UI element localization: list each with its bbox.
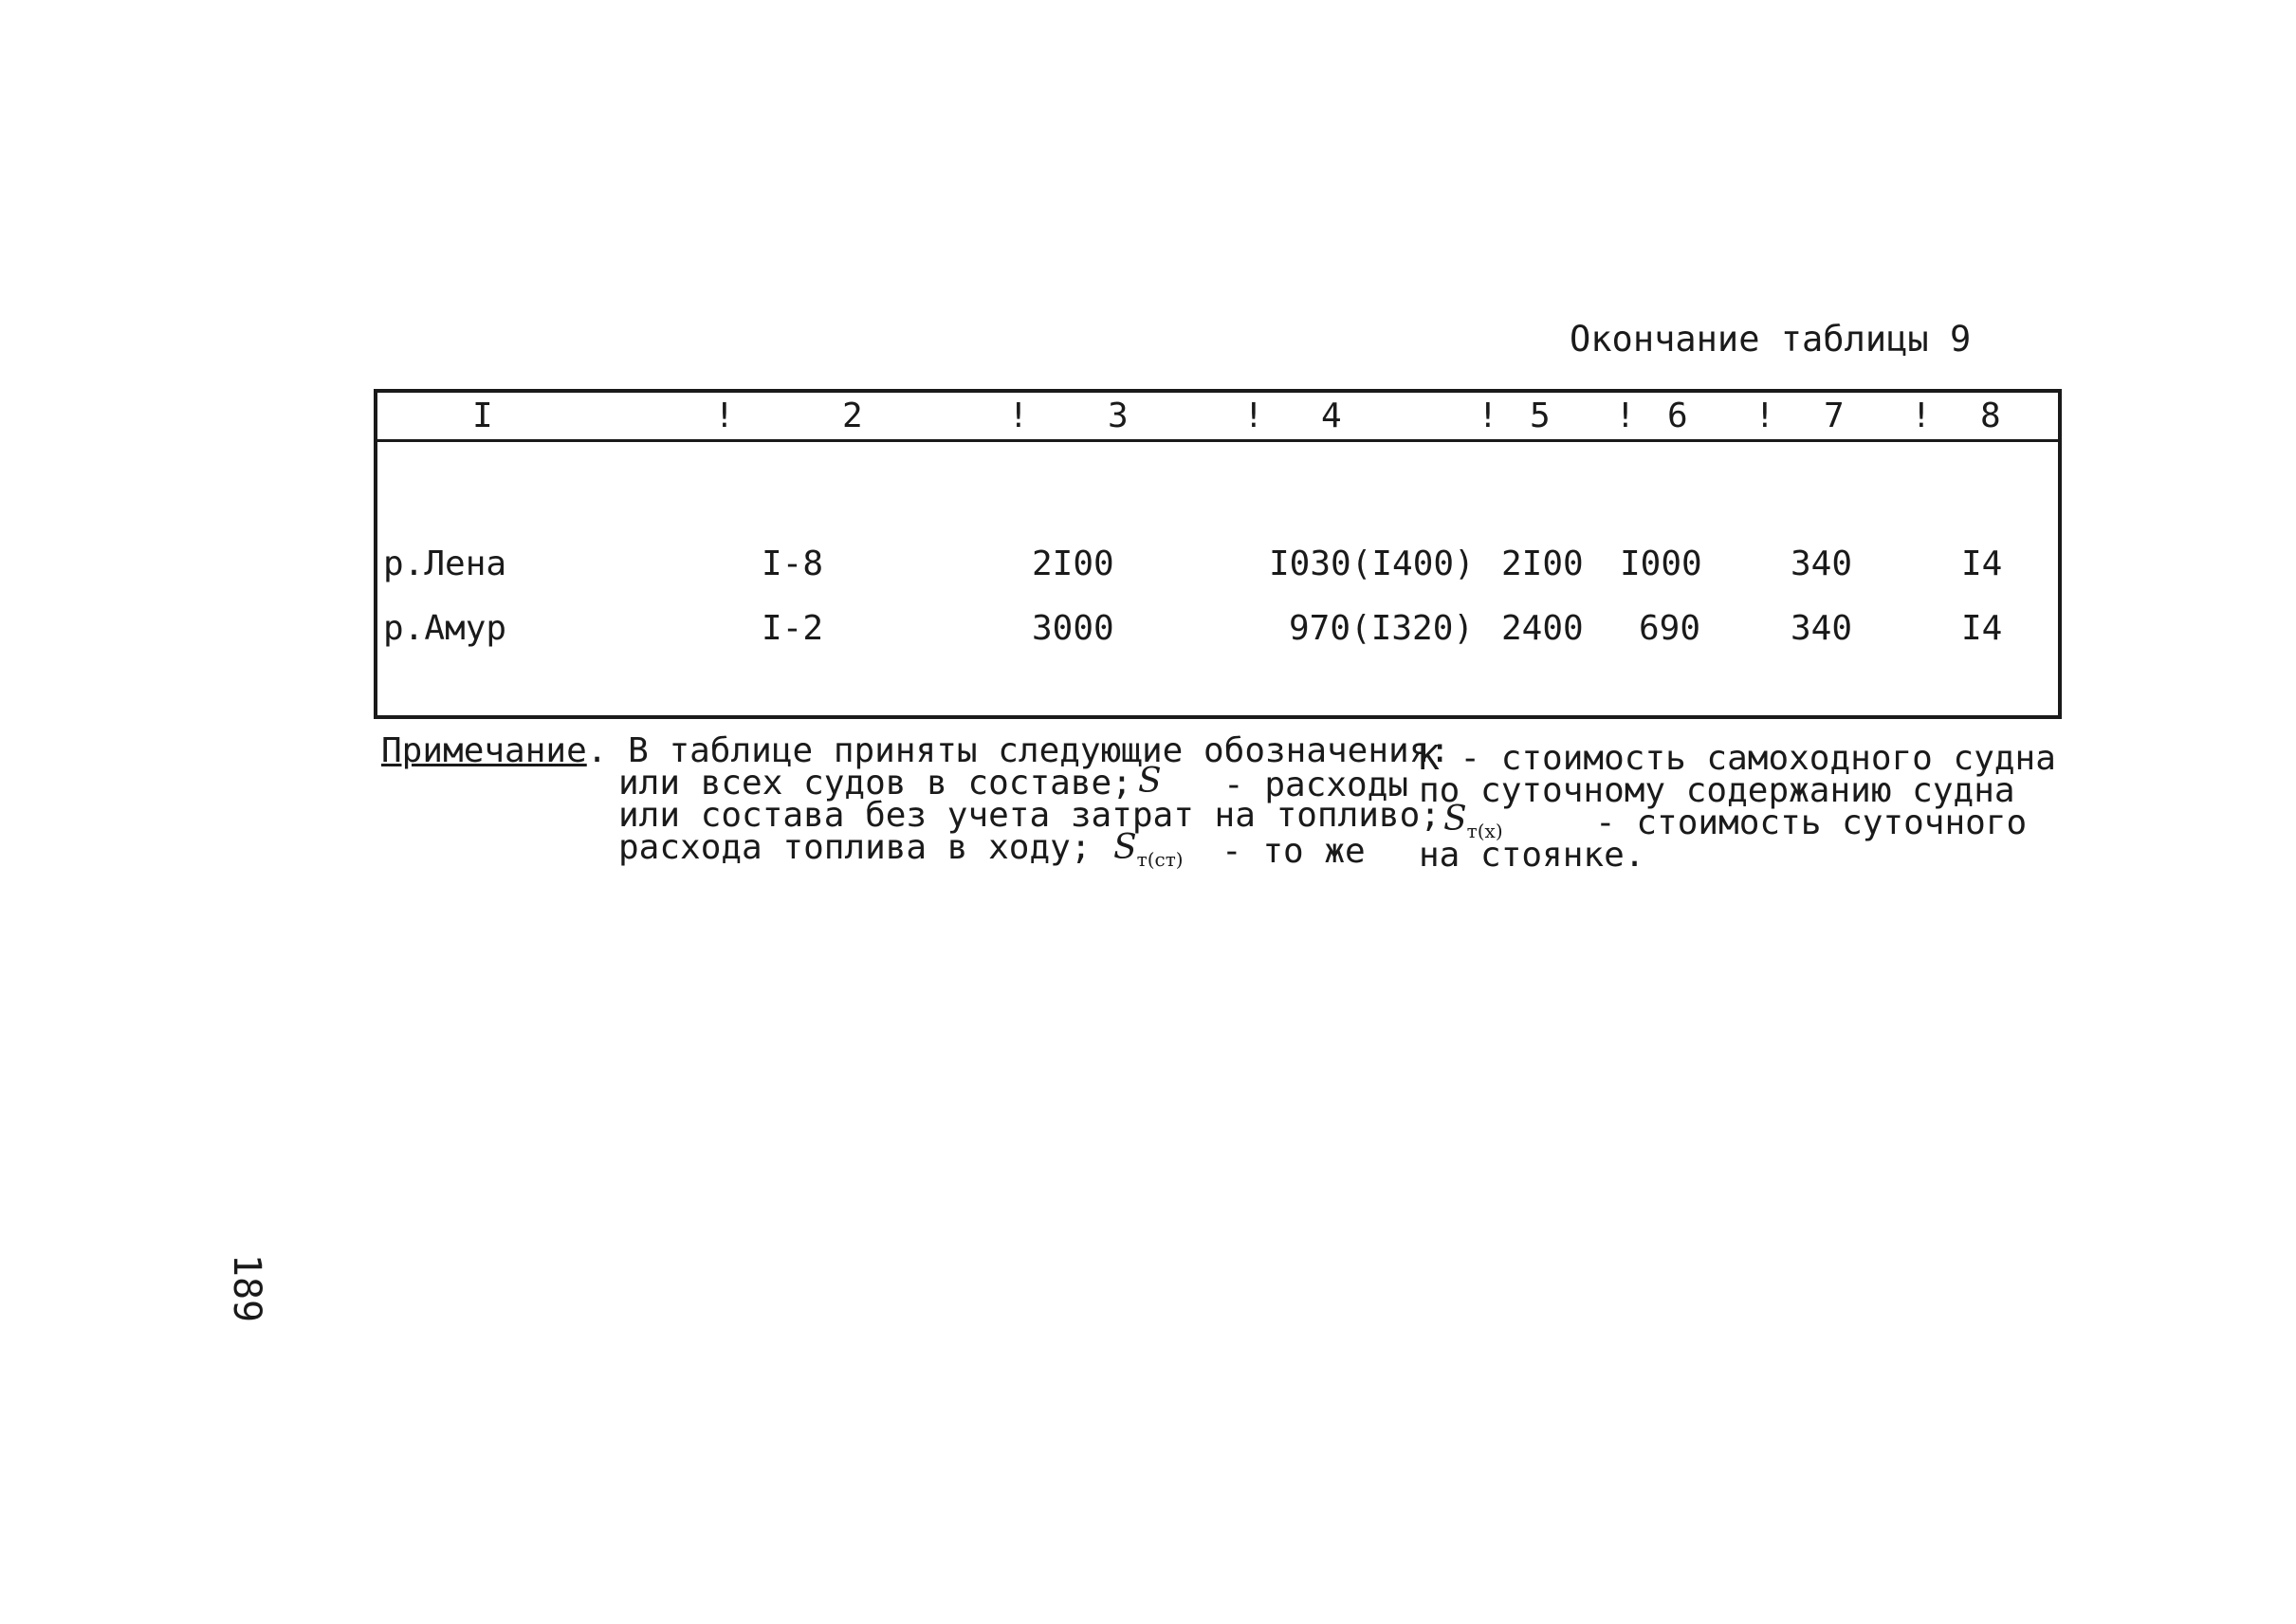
note-text: по суточному содержанию судна	[1419, 771, 2015, 810]
table-caption: Окончание таблицы 9	[1570, 319, 1972, 360]
header-col-8: 8	[1980, 397, 2001, 435]
cell-col-4: 970(I320)	[1289, 609, 1475, 648]
note-text: на стоянке.	[1419, 836, 1645, 875]
cell-col-4: I030(I400)	[1269, 544, 1475, 583]
note-label: Примечание	[381, 731, 587, 770]
header-separator: !	[1478, 397, 1498, 435]
note-text: - стоимость суточного	[1595, 803, 2028, 842]
note-text: - то же	[1221, 832, 1366, 871]
header-separator: !	[1911, 397, 1932, 435]
note-text: или всех судов в составе;	[618, 764, 1132, 803]
cell-col-7: 340	[1791, 544, 1853, 583]
note-text: расхода топлива в ходу;	[618, 828, 1092, 867]
header-separator: !	[1615, 397, 1636, 435]
cell-col-5: 2I00	[1501, 544, 1584, 583]
cell-col-5: 2400	[1501, 609, 1584, 648]
header-separator: !	[714, 397, 735, 435]
header-col-2: 2	[842, 397, 863, 435]
note-subscript: т(ст)	[1136, 848, 1184, 872]
note-symbol: S	[1113, 828, 1137, 867]
data-table	[374, 389, 2062, 719]
note-subscript: т(х)	[1466, 820, 1503, 843]
header-col-3: 3	[1108, 397, 1129, 435]
header-separator: !	[1754, 397, 1775, 435]
header-col-5: 5	[1530, 397, 1551, 435]
note-text: - расходы	[1223, 766, 1409, 804]
note-text: или состава без учета затрат на топливо;	[618, 796, 1441, 835]
header-separator: !	[1243, 397, 1264, 435]
note-symbol: S	[1138, 762, 1162, 801]
cell-col-6: I000	[1620, 544, 1702, 583]
header-col-7: 7	[1824, 397, 1845, 435]
header-col-1: I	[472, 397, 493, 435]
cell-col-2: I-8	[762, 544, 824, 583]
cell-col-8: I4	[1961, 609, 2003, 648]
cell-col-3: 3000	[1032, 609, 1114, 648]
cell-river: р.Лена	[383, 544, 507, 583]
cell-col-6: 690	[1639, 609, 1701, 648]
cell-col-2: I-2	[762, 609, 824, 648]
note-text: . В таблице приняты следующие обозначения:	[586, 731, 1451, 770]
note-symbol: S	[1443, 800, 1467, 839]
header-col-6: 6	[1667, 397, 1688, 435]
header-separator: !	[1008, 397, 1029, 435]
header-col-4: 4	[1321, 397, 1342, 435]
cell-col-7: 340	[1791, 609, 1853, 648]
cell-col-3: 2I00	[1032, 544, 1114, 583]
page-number: 189	[225, 1253, 268, 1323]
table-header-row	[377, 393, 2058, 442]
cell-river: р.Амур	[383, 609, 507, 648]
note-text: К - стоимость самоходного судна	[1419, 739, 2056, 778]
cell-col-8: I4	[1961, 544, 2003, 583]
